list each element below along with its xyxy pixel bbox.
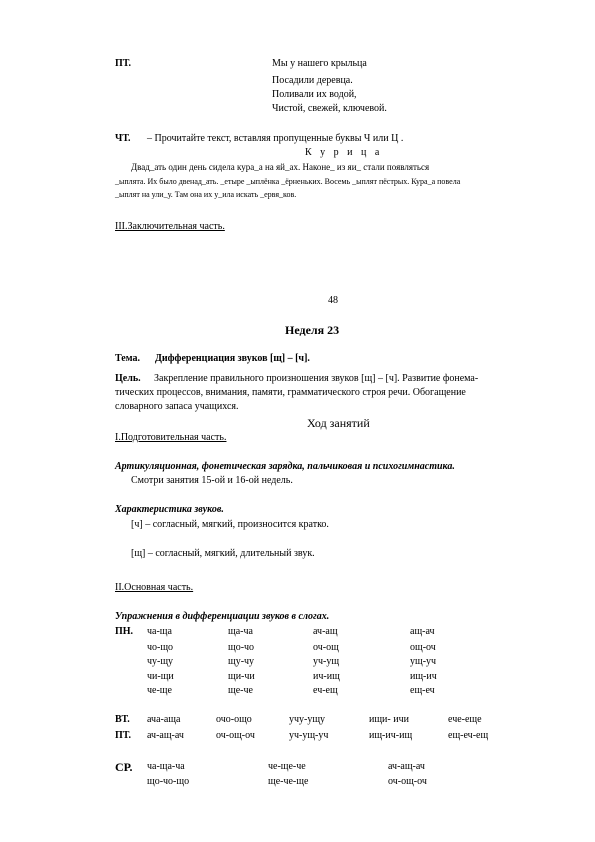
syllable-cell: ач-ащ-ач — [388, 761, 425, 772]
syllable-cell: ща-ча — [228, 626, 253, 637]
syllable-cell: ищ-ич-ищ — [369, 730, 413, 741]
syllable-cell: ищ-ич — [410, 671, 437, 682]
syllable-cell: чу-щу — [147, 656, 174, 667]
theme-text: Дифференциация звуков [щ] – [ч]. — [155, 353, 310, 364]
syllable-cell: ач-ащ-ач — [147, 730, 184, 741]
story-line: _ыплята. Их было двенад_ать. _етыре _ыплёнка _ёрненьких. Восемь _ыплят пёстрых. Кура_а повела — [115, 177, 461, 186]
syllable-cell: ещ-еч-ещ — [448, 730, 489, 741]
syllable-cell: уч-ущ — [313, 656, 340, 667]
syllable-cell: ущ-уч — [410, 656, 437, 667]
syllable-cell: ача-аща — [147, 714, 181, 725]
syllable-cell: ищи- ичи — [369, 714, 409, 725]
syllable-cell: уч-ущ-уч — [289, 730, 329, 741]
day-label-pt: ПТ. — [115, 58, 131, 69]
story-title: К у р и ц а — [305, 147, 383, 158]
exercise-heading: Упражнения в дифференциации звуков в слогах. — [115, 611, 330, 622]
instruction-text: – Прочитайте текст, вставляя пропущенные буквы Ч или Ц . — [147, 133, 404, 144]
poem-line: Чистой, свежей, ключевой. — [272, 103, 387, 114]
syllable-cell: оч-ощ-оч — [216, 730, 255, 741]
goal-line: словарного запаса учащихся. — [115, 401, 239, 412]
syllable-cell: що-чо — [228, 642, 255, 653]
sound-ch-desc: [ч] – согласный, мягкий, произносится кратко. — [131, 519, 329, 530]
syllable-cell: щу-чу — [228, 656, 255, 667]
day-label-vt: ВТ. — [115, 714, 130, 725]
poem-line: Поливали их водой, — [272, 89, 357, 100]
syllable-cell: оч-ощ — [313, 642, 339, 653]
syllable-cell: ще-че — [228, 685, 253, 696]
syllable-cell: ще-че-ще — [268, 776, 309, 787]
syllable-cell: чо-що — [147, 642, 174, 653]
poem-line: Посадили деревца. — [272, 75, 353, 86]
syllable-cell: че-ще — [147, 685, 172, 696]
day-label-sr: СР. — [115, 760, 133, 774]
syllable-cell: що-чо-що — [147, 776, 190, 787]
syllable-cell: чи-щи — [147, 671, 174, 682]
syllable-cell: щи-чи — [228, 671, 255, 682]
articulation-text: Артикуляционная, фонетическая зарядка, пальчиковая и психогимнастика. — [115, 461, 455, 472]
syllable-cell: ич-ищ — [313, 671, 340, 682]
syllable-cell: ещ-еч — [410, 685, 435, 696]
goal-line: Закрепление правильного произношения звуков [щ] – [ч]. Развитие фонема- — [154, 373, 479, 384]
syllable-cell: оч-ощ-оч — [388, 776, 427, 787]
section-heading-main: II.Основная часть. — [115, 582, 194, 593]
syllable-cell: ач-ащ — [313, 626, 338, 637]
goal-label: Цель. — [115, 373, 141, 384]
week-title: Неделя 23 — [285, 323, 340, 337]
course-title: Ход занятий — [307, 416, 370, 430]
syllable-cell: очо-ощо — [216, 714, 252, 725]
syllable-cell: ча-ща — [147, 626, 172, 637]
story-line: Двад_ать один день сидела кура_а на яй_ах. Наконе_ из яи_ стали появляться — [131, 162, 430, 172]
theme-label: Тема. — [115, 353, 140, 364]
syllable-cell: учу-ущу — [289, 714, 326, 725]
sound-shch-desc: [щ] – согласный, мягкий, длительный звук. — [131, 548, 315, 559]
day-label-cht: ЧТ. — [115, 133, 131, 144]
syllable-cell: че-ще-че — [268, 761, 306, 772]
section-heading-prep: I.Подготовительная часть. — [115, 432, 227, 443]
syllable-cell: ащ-ач — [410, 626, 435, 637]
story-line: _ыплят на ули_у. Там она их у_ила искать _ервя_ков. — [115, 190, 297, 199]
page-number: 48 — [328, 295, 338, 306]
syllable-cell: ча-ща-ча — [147, 761, 185, 772]
poem-line: Мы у нашего крыльца — [272, 58, 367, 69]
section-heading-conclusion: III.Заключительная часть. — [115, 221, 225, 232]
syllable-cell: еч-ещ — [313, 685, 338, 696]
goal-line: тических процессов, внимания, памяти, грамматического строя речи. Обогащение — [115, 387, 466, 398]
sounds-heading: Характеристика звуков. — [115, 504, 224, 515]
day-label-pn: ПН. — [115, 626, 134, 637]
syllable-cell: ече-еще — [448, 714, 482, 725]
day-label-pt2: ПТ. — [115, 730, 131, 741]
see-lessons-text: Смотри занятия 15-ой и 16-ой недель. — [131, 475, 293, 486]
syllable-cell: ощ-оч — [410, 642, 436, 653]
